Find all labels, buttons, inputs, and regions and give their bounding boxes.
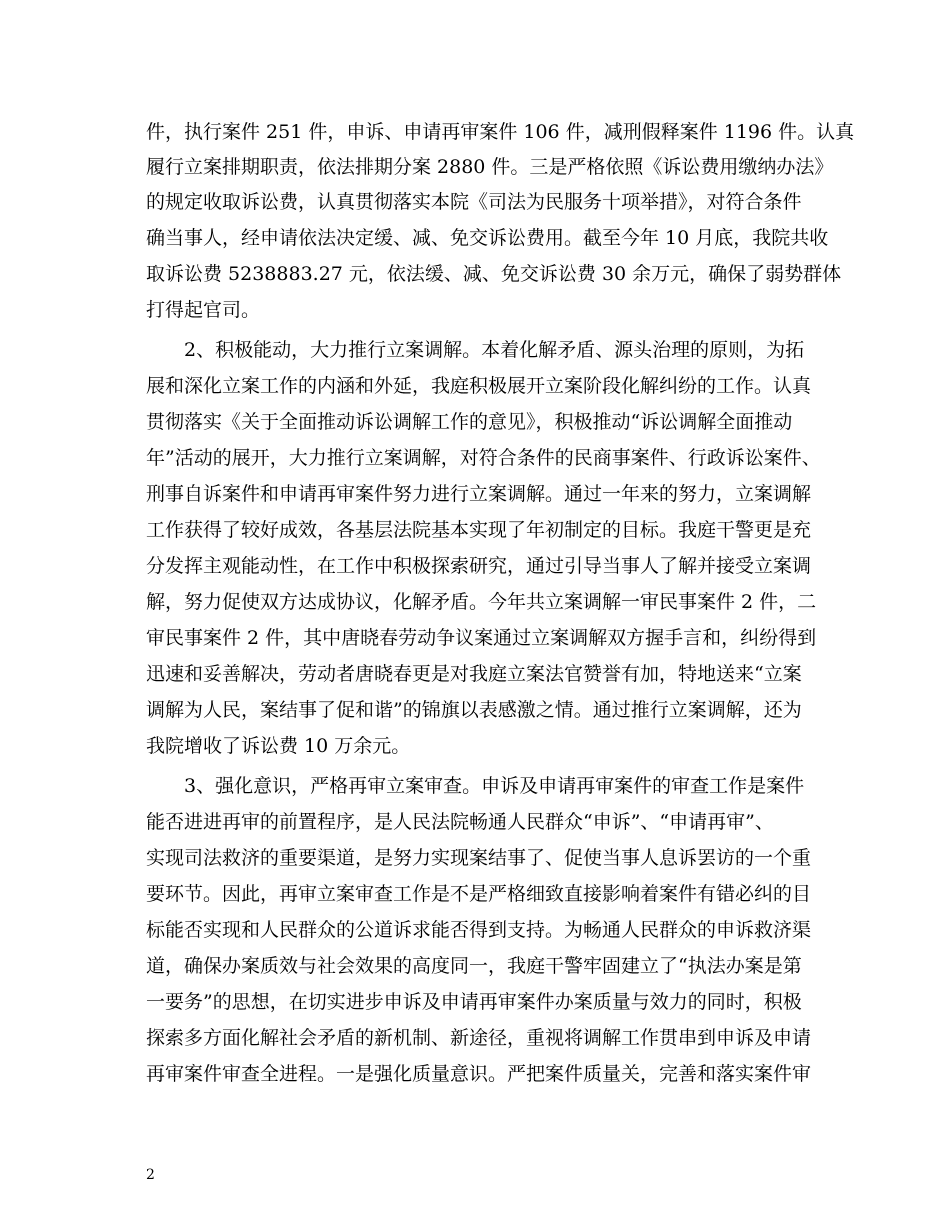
text-line-5: 取诉讼费 5238883.27 元，依法缓、减、免交诉讼费 30 余万元，确保了弱势群体	[146, 263, 842, 285]
text-line-22: 要环节。因此，再审立案审查工作是不是严格细致直接影响着案件有错必纠的目	[146, 883, 812, 905]
text-line-23: 标能否实现和人民群众的公道诉求能否得到支持。为畅通人民群众的申诉救济渠	[146, 919, 812, 941]
text-line-7: 2、积极能动，大力推行立案调解。本着化解矛盾、源头治理的原则，为拓	[184, 339, 805, 361]
text-line-2: 履行立案排期职责，依法排期分案 2880 件。三是严格依照《诉讼费用缴纳办法》	[146, 156, 834, 178]
page-number: 2	[146, 1167, 155, 1183]
text-line-14: 解，努力促使双方达成协议，化解矛盾。今年共立案调解一审民事案件 2 件，二	[146, 591, 817, 613]
text-line-6: 打得起官司。	[146, 299, 261, 321]
text-line-19: 3、强化意识，严格再审立案审查。申诉及申请再审案件的审查工作是案件	[184, 775, 805, 797]
text-line-8: 展和深化立案工作的内涵和外延，我庭积极展开立案阶段化解纠纷的工作。认真	[146, 375, 812, 397]
text-line-4: 确当事人，经申请依法决定缓、减、免交诉讼费用。截至今年 10 月底，我院共收	[146, 227, 829, 249]
text-line-9: 贯彻落实《关于全面推动诉讼调解工作的意见》，积极推动“诉讼调解全面推动	[146, 411, 793, 433]
text-line-16: 迅速和妥善解决，劳动者唐晓春更是对我庭立案法官赞誉有加，特地送来“立案	[146, 663, 802, 685]
text-line-27: 再审案件审查全进程。一是强化质量意识。严把案件质量关，完善和落实案件审	[146, 1063, 812, 1085]
text-line-26: 探索多方面化解社会矛盾的新机制、新途径，重视将调解工作贯串到申诉及申请	[146, 1027, 812, 1049]
text-line-24: 道，确保办案质效与社会效果的高度同一，我庭干警牢固建立了“执法办案是第	[146, 955, 802, 977]
text-line-10: 年”活动的展开，大力推行立案调解，对符合条件的民商事案件、行政诉讼案件、	[146, 447, 821, 469]
text-line-20: 能否进进再审的前置程序，是人民法院畅通人民群众“申诉”、“申请再审”、	[146, 811, 774, 833]
text-line-15: 审民事案件 2 件，其中唐晓春劳动争议案通过立案调解双方握手言和，纠纷得到	[146, 627, 817, 649]
text-line-3: 的规定收取诉讼费，认真贯彻落实本院《司法为民服务十项举措》，对符合条件	[146, 191, 802, 213]
text-line-21: 实现司法救济的重要渠道，是努力实现案结事了、促使当事人息诉罢访的一个重	[146, 847, 812, 869]
text-line-25: 一要务”的思想，在切实进步申诉及申请再审案件办案质量与效力的同时，积极	[146, 991, 802, 1013]
text-line-17: 调解为人民，案结事了促和谐”的锦旗以表感激之情。通过推行立案调解，还为	[146, 699, 802, 721]
text-line-11: 刑事自诉案件和申请再审案件努力进行立案调解。通过一年来的努力，立案调解	[146, 483, 812, 505]
text-line-1: 件，执行案件 251 件，申诉、申请再审案件 106 件，减刑假释案件 1196 件。认真	[146, 121, 855, 143]
text-line-13: 分发挥主观能动性，在工作中积极探索研究，通过引导当事人了解并接受立案调	[146, 555, 812, 577]
text-line-18: 我院增收了诉讼费 10 万余元。	[146, 735, 411, 757]
text-line-12: 工作获得了较好成效，各基层法院基本实现了年初制定的目标。我庭干警更是充	[146, 519, 812, 541]
